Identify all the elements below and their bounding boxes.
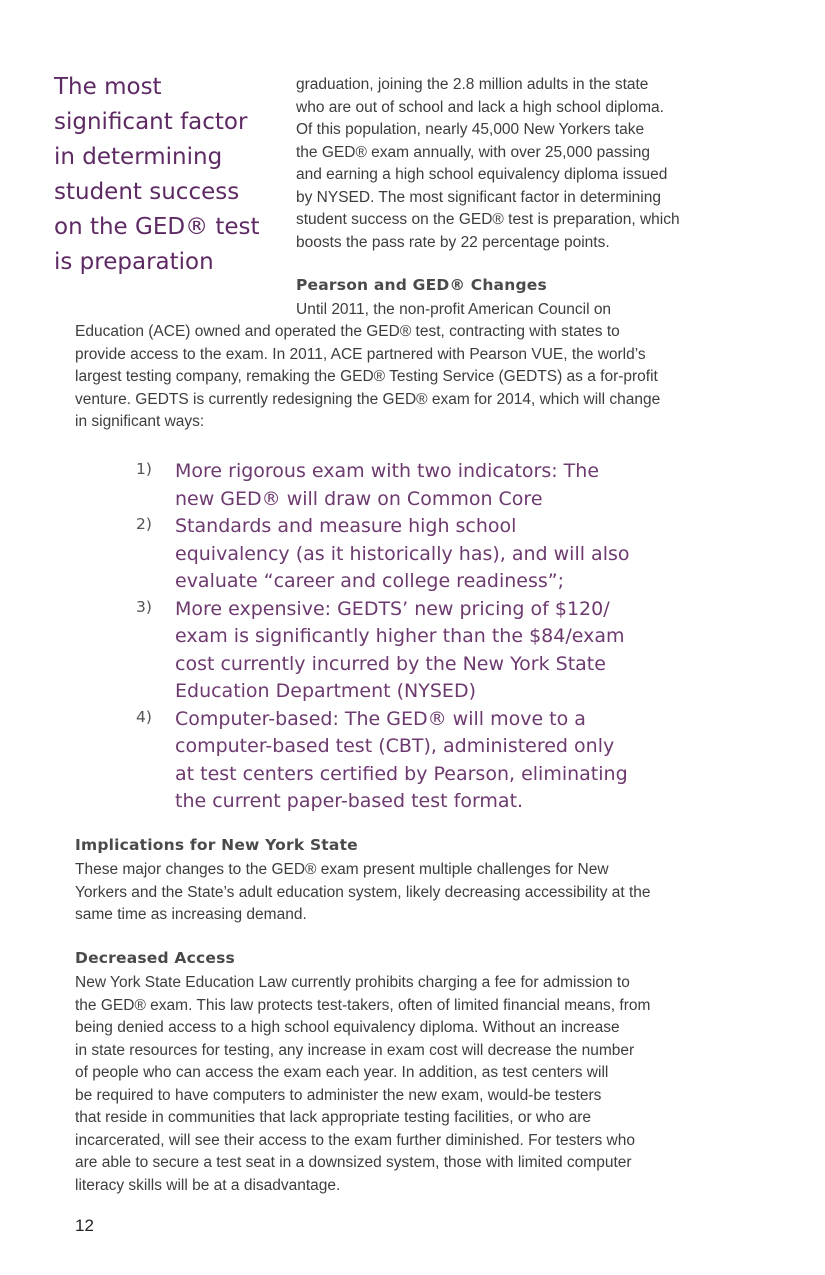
list-item-number: 4) [136,707,152,726]
list-item-text: More expensive: GEDTS’ new pricing of $120/ exam is significantly higher than the $84/exam cost currently incurred by the New York State Education Department (NYSED) [175,597,625,702]
pull-quote: The most significant factor in determining student success on the GED® test is preparation [54,74,260,275]
implications-paragraph: These major changes to the GED® exam present multiple challenges for New Yorkers and the State’s adult education system, likely decreasing accessibility at the same time as increasing demand. [75,861,651,923]
list-item-text: Standards and measure high school equivalency (as it historically has), and will also evaluate “career and college readiness”; [175,515,630,592]
section-heading-decreased-access: Decreased Access [75,949,235,967]
section-heading-implications: Implications for New York State [75,836,358,854]
list-item [136,513,636,596]
intro-paragraph: graduation, joining the 2.8 million adults in the state who are out of school and lack a high school diploma. Of this population, nearly 45,000 New Yorkers take the GED® exam annually, with over 25,000 passing and earning a high school equivalency diploma issued by NYSED. The most significant factor in determining student success on the GED® test is preparation, which boosts the pass rate by 22 percentage points. [296,76,680,251]
list-item [136,458,636,513]
list-item [136,706,636,816]
decreased-access-paragraph: New York State Education Law currently prohibits charging a fee for admission to the GED® exam. This law protects test-takers, often of limited financial means, from being denied access to a high school equivalency diploma. Without an increase in state resources for testing, any increase in exam cost will decrease the number of people who can access the exam each year. In addition, as test centers will be required to have computers to administer the new exam, would-be testers that reside in communities that lack appropriate testing facilities, or who are incarcerated, will see their access to the exam further diminished. For testers who are able to secure a test seat in a downsized system, those with limited computer literacy skills will be at a disadvantage. [75,974,651,1194]
pearson-paragraph-first-line: Until 2011, the non-profit American Council on [296,301,612,318]
page-number: 12 [75,1216,94,1235]
list-item-number: 3) [136,597,152,616]
pearson-paragraph: Education (ACE) owned and operated the GED® test, contracting with states to provide access to the exam. In 2011, ACE partnered with Pearson VUE, the world’s largest testing company, remaking the GED® Testing Service (GEDTS) as a for-profit venture. GEDTS is currently redesigning the GED® exam for 2014, which will change in significant ways: [75,323,661,430]
list-item-text: Computer-based: The GED® will move to a computer-based test (CBT), administered only at test centers certified by Pearson, eliminating the current paper-based test format. [175,707,628,812]
ged-changes-list [136,458,636,816]
list-item-number: 1) [136,460,152,478]
list-item-number: 2) [136,515,152,533]
list-item-text: More rigorous exam with two indicators: The new GED® will draw on Common Core [175,460,600,510]
list-item [136,596,636,706]
section-heading-pearson: Pearson and GED® Changes [296,276,547,294]
